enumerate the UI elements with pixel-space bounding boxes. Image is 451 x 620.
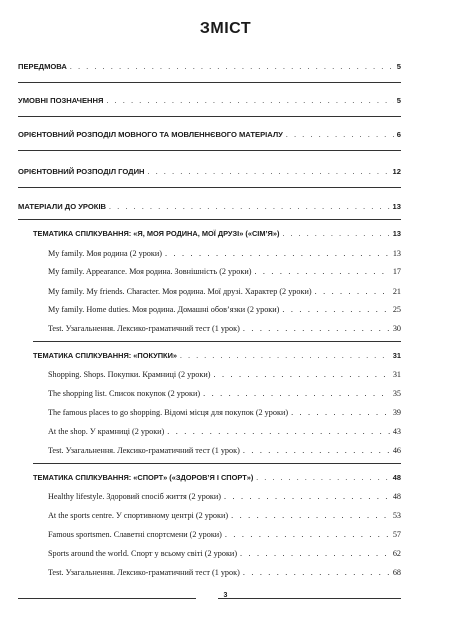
page-title: ЗМІСТ <box>199 20 252 37</box>
toc-lesson-label: Test. Узагальнення. Лексико-граматичний тест (1 урок) <box>48 568 240 577</box>
toc-lesson-label: My family. Home duties. Моя родина. Домашні обов’язки (2 уроки) <box>48 305 280 314</box>
dot-leader <box>213 369 389 380</box>
toc-lesson-label: Shopping. Shops. Покупки. Крамниці (2 уроки) <box>48 370 211 379</box>
toc-page-number: 5 <box>396 96 401 105</box>
toc-lesson[interactable] <box>48 491 401 502</box>
toc-page-number: 17 <box>392 267 401 276</box>
toc-lesson[interactable] <box>48 266 401 277</box>
toc-page-number: 48 <box>392 492 401 501</box>
dot-leader <box>315 286 390 297</box>
toc-page-number: 12 <box>392 167 401 176</box>
toc-section-label: ТЕМАТИКА СПІЛКУВАННЯ: «Я, МОЯ РОДИНА, МОЇ ДРУЗІ» («СІМ’Я») <box>33 229 280 238</box>
divider <box>18 116 401 117</box>
toc-lesson[interactable] <box>48 548 401 559</box>
dot-leader <box>203 388 390 399</box>
toc-lesson[interactable] <box>48 286 401 297</box>
toc-lesson[interactable] <box>48 304 401 315</box>
divider <box>18 82 401 83</box>
toc-page-number: 62 <box>392 549 401 558</box>
divider <box>18 187 401 188</box>
dot-leader <box>109 201 390 212</box>
toc-page-number: 6 <box>396 130 401 139</box>
dot-leader <box>167 426 390 437</box>
toc-page-number: 31 <box>392 370 401 379</box>
toc-lesson-label: The shopping list. Список покупок (2 уроки) <box>48 389 201 398</box>
toc-entry-label: УМОВНІ ПОЗНАЧЕННЯ <box>18 96 104 105</box>
toc-page-number: 21 <box>392 287 401 296</box>
toc-entry-label: МАТЕРІАЛИ ДО УРОКІВ <box>18 202 107 211</box>
toc-lesson-label: The famous places to go shopping. Відомі місця для покупок (2 уроки) <box>48 408 289 417</box>
divider <box>33 341 401 342</box>
toc-page-number: 30 <box>392 324 401 333</box>
toc-entry-label: ПЕРЕДМОВА <box>18 62 67 71</box>
dot-leader <box>291 407 390 418</box>
toc-lesson-label: My family. Моя родина (2 уроки) <box>48 249 162 258</box>
toc-page-number: 57 <box>392 530 401 539</box>
toc-entry-material-distribution[interactable] <box>18 129 401 140</box>
toc-lesson[interactable] <box>48 567 401 578</box>
dot-leader <box>256 472 389 483</box>
toc-page-number: 46 <box>392 446 401 455</box>
toc-lesson[interactable] <box>48 323 401 334</box>
toc-page-number: 48 <box>392 473 401 482</box>
toc-page-number: 53 <box>392 511 401 520</box>
toc-section-shopping[interactable] <box>33 350 401 361</box>
dot-leader <box>106 95 393 106</box>
dot-leader <box>243 323 390 334</box>
toc-page-number: 5 <box>396 62 401 71</box>
toc-lesson-label: At the shop. У крамниці (2 уроки) <box>48 427 165 436</box>
toc-lesson[interactable] <box>48 529 401 540</box>
toc-page-number: 13 <box>392 229 401 238</box>
dot-leader <box>286 129 394 140</box>
dot-leader <box>231 510 390 521</box>
divider <box>33 463 401 464</box>
dot-leader <box>224 491 390 502</box>
toc-lesson-label: My family. My friends. Character. Моя родина. Мої друзі. Характер (2 уроки) <box>48 287 312 296</box>
dot-leader <box>282 304 389 315</box>
dot-leader <box>240 548 390 559</box>
toc-lesson-label: Test. Узагальнення. Лексико-граматичний тест (1 урок) <box>48 446 240 455</box>
dot-leader <box>282 228 389 239</box>
dot-leader <box>180 350 390 361</box>
toc-entry-hours-distribution[interactable] <box>18 166 401 177</box>
toc-page-number: 13 <box>392 249 401 258</box>
toc-lesson[interactable] <box>48 388 401 399</box>
toc-page-number: 39 <box>392 408 401 417</box>
toc-lesson-label: At the sports centre. У спортивному центрі (2 уроки) <box>48 511 229 520</box>
toc-lesson[interactable] <box>48 369 401 380</box>
footer-rule-right <box>218 598 401 599</box>
dot-leader <box>243 445 390 456</box>
toc-lesson[interactable] <box>48 510 401 521</box>
toc-lesson[interactable] <box>48 248 401 259</box>
toc-page-number: 35 <box>392 389 401 398</box>
dot-leader <box>148 166 390 177</box>
toc-section-sport[interactable] <box>33 472 401 483</box>
toc-lesson-label: Famous sportsmen. Славетні спортсмени (2 уроки) <box>48 530 222 539</box>
toc-section-label: ТЕМАТИКА СПІЛКУВАННЯ: «СПОРТ» («ЗДОРОВ’Я І СПОРТ») <box>33 473 254 482</box>
toc-page-number: 13 <box>392 202 401 211</box>
dot-leader <box>225 529 390 540</box>
toc-lesson-label: My family. Appearance. Моя родина. Зовнішність (2 уроки) <box>48 267 252 276</box>
toc-section-family[interactable] <box>33 228 401 239</box>
divider <box>18 219 401 220</box>
toc-entry-label: ОРІЄНТОВНИЙ РОЗПОДІЛ МОВНОГО ТА МОВЛЕННЄВОГО МАТЕРІАЛУ <box>18 130 283 139</box>
dot-leader <box>70 61 394 72</box>
dot-leader <box>165 248 390 259</box>
toc-entry-lesson-materials[interactable] <box>18 201 401 212</box>
toc-lesson-label: Sports around the world. Спорт у всьому світі (2 уроки) <box>48 549 238 558</box>
divider <box>18 150 401 151</box>
toc-page-number: 31 <box>392 351 401 360</box>
toc-lesson-label: Test. Узагальнення. Лексико-граматичний тест (1 урок) <box>48 324 240 333</box>
toc-entry-foreword[interactable] <box>18 61 401 72</box>
toc-entry-label: ОРІЄНТОВНИЙ РОЗПОДІЛ ГОДИН <box>18 167 145 176</box>
toc-entry-legend[interactable] <box>18 95 401 106</box>
toc-page-number: 25 <box>392 305 401 314</box>
toc-section-label: ТЕМАТИКА СПІЛКУВАННЯ: «ПОКУПКИ» <box>33 351 177 360</box>
footer-page-number: 3 <box>223 592 228 599</box>
toc-page-number: 43 <box>392 427 401 436</box>
toc-lesson[interactable] <box>48 407 401 418</box>
toc-page-number: 68 <box>392 568 401 577</box>
toc-lesson[interactable] <box>48 426 401 437</box>
toc-lesson-label: Healthy lifestyle. Здоровий спосіб життя (2 уроки) <box>48 492 222 501</box>
dot-leader <box>254 266 389 277</box>
dot-leader <box>243 567 390 578</box>
toc-lesson[interactable] <box>48 445 401 456</box>
